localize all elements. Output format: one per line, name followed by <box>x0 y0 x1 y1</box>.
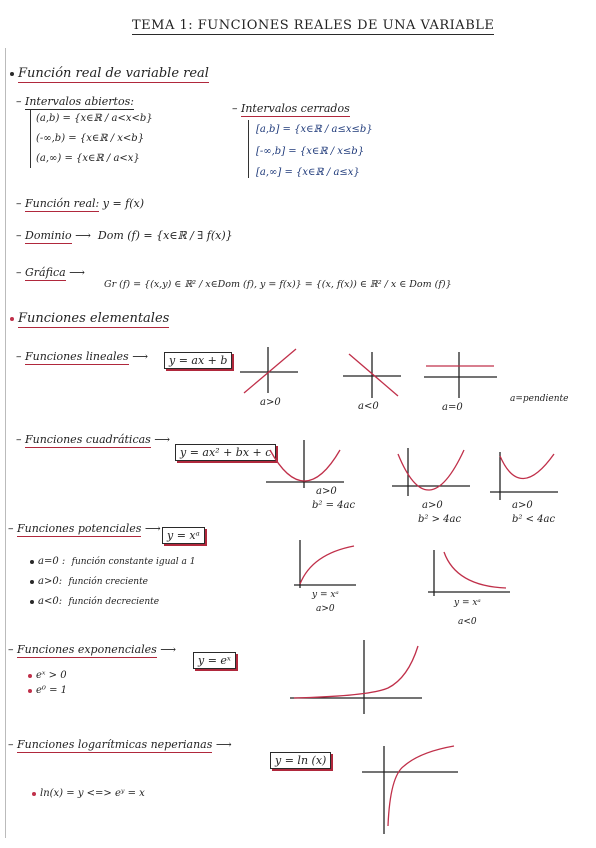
exponential-bullet: e⁰ = 1 <box>28 685 67 696</box>
open-interval-item: (a,b) = {x∈ℝ / a<x<b} <box>36 113 153 124</box>
power-graph-positive <box>294 540 359 590</box>
exponential-graph <box>290 640 425 715</box>
power-bullet: a>0: función creciente <box>30 576 148 587</box>
quadratic-formula: y = ax² + bx + c <box>175 444 276 461</box>
linear-graph-positive <box>240 345 300 395</box>
power-caption: y = xᵃ <box>312 590 339 600</box>
quadratic-graph-less <box>490 452 560 502</box>
logarithmic-label: – Funciones logarítmicas neperianas ⟶ <box>8 738 232 751</box>
quadratic-graph-equal <box>266 440 346 490</box>
domain-expr: Dom (f) = {x∈ℝ / ∃ f(x)} <box>97 229 233 242</box>
closed-interval-item: [-∞,b] = {x∈ℝ / x≤b} <box>256 146 365 157</box>
power-bullet: a<0: función decreciente <box>30 596 159 607</box>
closed-interval-item: [a,∞] = {x∈ℝ / a≤x} <box>256 167 360 178</box>
quadratic-caption: a>0 <box>512 500 533 511</box>
open-intervals-label: – Intervalos abiertos: <box>16 95 134 108</box>
linear-caption: a=0 <box>442 402 463 413</box>
quadratic-label: – Funciones cuadráticas ⟶ <box>16 433 171 446</box>
real-function-expr: y = f(x) <box>102 197 145 210</box>
page-title: TEMA 1: FUNCIONES REALES DE UNA VARIABLE <box>132 18 495 33</box>
power-caption: y = xᵃ <box>454 598 481 608</box>
quadratic-graph-greater <box>392 448 472 498</box>
quadratic-caption: b² = 4ac <box>312 500 356 511</box>
power-caption: a<0 <box>458 617 477 627</box>
quadratic-caption: a>0 <box>422 500 443 511</box>
exponential-bullet: eˣ > 0 <box>28 670 67 681</box>
graph-row: – Gráfica ⟶ <box>16 266 85 279</box>
quadratic-caption: b² < 4ac <box>512 514 556 525</box>
power-caption: a>0 <box>316 604 335 614</box>
power-label: – Funciones potenciales ⟶ <box>8 522 161 535</box>
linear-label: – Funciones lineales ⟶ <box>16 350 148 363</box>
section-real-function <box>10 66 209 81</box>
closed-intervals-bracket <box>248 120 255 178</box>
logarithmic-bullet: ln(x) = y <=> eʸ = x <box>32 788 145 799</box>
graph-expr: Gr (f) = {(x,y) ∈ ℝ² / x∈Dom (f), y = f(x)} = {(x, f(x)) ∈ ℝ² / x ∈ Dom (f)} <box>104 279 452 290</box>
logarithmic-graph <box>362 742 462 837</box>
linear-caption: a>0 <box>260 397 281 408</box>
open-interval-item: (a,∞) = {x∈ℝ / a<x} <box>36 153 140 164</box>
section-elementary-functions: Funciones elementales <box>10 311 169 326</box>
linear-graph-negative <box>343 350 403 400</box>
domain-row: – Dominio ⟶ Dom (f) = {x∈ℝ / ∃ f(x)} <box>16 229 233 242</box>
linear-caption: a<0 <box>358 401 379 412</box>
exponential-formula: y = eˣ <box>193 652 236 669</box>
closed-intervals-label: – Intervalos cerrados <box>232 102 350 115</box>
open-interval-item: (-∞,b) = {x∈ℝ / x<b} <box>36 133 145 144</box>
power-graph-negative <box>428 550 513 598</box>
power-bullet: a=0 : función constante igual a 1 <box>30 556 196 567</box>
margin-line <box>5 48 6 838</box>
logarithmic-formula: y = ln (x) <box>270 752 331 769</box>
slope-note: a=pendiente <box>510 394 569 404</box>
power-formula: y = xᵃ <box>162 527 205 544</box>
closed-interval-item: [a,b] = {x∈ℝ / a≤x≤b} <box>256 124 373 135</box>
quadratic-caption: a>0 <box>316 486 337 497</box>
linear-graph-zero <box>424 350 499 400</box>
section-heading: Función real de variable real <box>18 66 209 81</box>
linear-formula: y = ax + b <box>164 352 232 369</box>
quadratic-caption: b² > 4ac <box>418 514 462 525</box>
exponential-label: – Funciones exponenciales ⟶ <box>8 643 177 656</box>
real-function-row: – Función real: y = f(x) <box>16 197 145 210</box>
